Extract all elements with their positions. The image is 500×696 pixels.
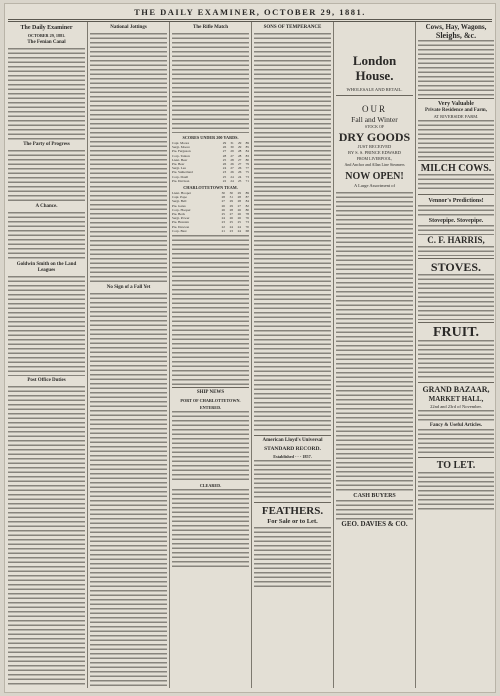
score-cell: 26 bbox=[237, 212, 241, 217]
ad-body bbox=[418, 246, 494, 256]
article-body bbox=[8, 386, 85, 686]
ad-body bbox=[418, 225, 494, 235]
ad-text: A Large Assortment of bbox=[353, 183, 396, 188]
competitor-name: Corp. Tanton bbox=[172, 153, 190, 158]
score-cell: 29 bbox=[237, 145, 242, 150]
article-body bbox=[8, 276, 85, 376]
score-cell: 89 bbox=[245, 191, 249, 196]
score-cell: 75 bbox=[245, 170, 249, 175]
article-heading: Goldwin Smith on the Land Leagues bbox=[16, 262, 77, 273]
masthead-rule-2 bbox=[8, 21, 492, 22]
ad-text: STOCK OF bbox=[364, 124, 385, 129]
score-cell: 27 bbox=[221, 199, 225, 204]
column-5 bbox=[336, 23, 413, 688]
masthead-rule bbox=[8, 19, 492, 20]
score-cell: 77 bbox=[245, 166, 249, 171]
score-cell: 26 bbox=[222, 162, 227, 167]
competitor-name: Sergt. Power bbox=[172, 216, 190, 221]
column-separator bbox=[415, 22, 416, 688]
ad-text: CASH BUYERS bbox=[353, 493, 396, 499]
article-body bbox=[8, 48, 85, 140]
score-cell: 30 bbox=[221, 191, 225, 196]
divider bbox=[418, 382, 494, 383]
ad-body bbox=[418, 205, 494, 217]
competitor-name: Sergt. Bell bbox=[172, 199, 187, 204]
score-cell: 21 bbox=[221, 228, 225, 233]
score-cell: 87 bbox=[245, 195, 249, 200]
ad-title: C. F. HARRIS, bbox=[427, 235, 485, 245]
ad-subtitle: WHOLESALE AND RETAIL. bbox=[346, 87, 403, 92]
score-cell: 82 bbox=[245, 203, 249, 208]
ad-title: Sleighs, &c. bbox=[435, 31, 477, 40]
score-cell: 22 bbox=[222, 178, 227, 183]
ad-title: Stovepipe. Stovepipe. bbox=[428, 218, 484, 224]
score-cell: 26 bbox=[237, 207, 241, 212]
ad-body bbox=[336, 500, 413, 520]
ad-title: London House. bbox=[352, 53, 397, 83]
score-row bbox=[172, 229, 249, 233]
ad-text: JUST RECEIVED bbox=[357, 144, 392, 149]
ad-title: MARKET HALL, bbox=[428, 395, 484, 403]
score-cell: 71 bbox=[245, 178, 249, 183]
score-cell: 84 bbox=[245, 149, 249, 154]
ad-body bbox=[418, 472, 494, 512]
masthead: THE DAILY EXAMINER, OCTOBER 29, 1881. bbox=[134, 7, 366, 17]
score-cell: 28 bbox=[237, 153, 242, 158]
column-separator bbox=[251, 22, 252, 688]
ad-body bbox=[254, 527, 331, 587]
score-cell: 29 bbox=[222, 141, 227, 145]
ad-subtitle: Fancy & Useful Articles. bbox=[429, 423, 483, 428]
article-heading: The Fenian Canal bbox=[27, 40, 66, 45]
score-cell: 26 bbox=[237, 170, 242, 175]
ad-signature: GEO. DAVIES & CO. bbox=[341, 520, 408, 528]
score-cell: 70 bbox=[245, 224, 249, 229]
score-cell: 84 bbox=[245, 199, 249, 204]
competitor-name: Sergt. Lea bbox=[172, 166, 186, 171]
score-cell: 27 bbox=[237, 157, 242, 162]
score-cell: 25 bbox=[237, 178, 242, 183]
score-cell: 28 bbox=[221, 195, 225, 200]
score-cell: 24 bbox=[222, 166, 227, 171]
score-row bbox=[172, 179, 249, 183]
score-cell: 28 bbox=[237, 199, 241, 204]
score-table bbox=[172, 141, 249, 183]
ship-list bbox=[172, 489, 249, 569]
score-cell: 76 bbox=[245, 216, 249, 221]
score-cell: 28 bbox=[237, 149, 242, 154]
score-table bbox=[172, 191, 249, 233]
score-cell: 26 bbox=[229, 216, 233, 221]
article-body bbox=[8, 212, 85, 260]
score-cell: 27 bbox=[230, 166, 234, 171]
ad-title: GRAND BAZAAR, bbox=[422, 385, 490, 394]
score-cell: 79 bbox=[245, 162, 249, 167]
article-heading: A Chance. bbox=[35, 204, 58, 209]
score-cell: 68 bbox=[245, 228, 249, 233]
score-cell: 23 bbox=[221, 220, 225, 225]
ad-body bbox=[418, 340, 494, 380]
score-cell: 73 bbox=[245, 220, 249, 225]
score-cell: 25 bbox=[222, 174, 227, 179]
ad-subheading: Established - - - 1857. bbox=[273, 454, 312, 459]
score-cell: 29 bbox=[237, 141, 242, 145]
score-cell: 80 bbox=[245, 207, 249, 212]
ad-heading: American Lloyd's Universal bbox=[262, 438, 323, 443]
score-cell: 27 bbox=[237, 162, 242, 167]
score-cell: 27 bbox=[237, 203, 241, 208]
article-body bbox=[254, 33, 331, 433]
competitor-name: Corp. Hooper bbox=[172, 207, 191, 212]
divider bbox=[254, 435, 331, 436]
competitor-name: Pte. Sutherland bbox=[172, 170, 193, 175]
score-cell: 78 bbox=[245, 212, 249, 217]
score-cell: 27 bbox=[230, 153, 234, 158]
competitor-name: Corp. Best bbox=[172, 228, 187, 233]
score-cell: 26 bbox=[221, 203, 225, 208]
score-cell: 25 bbox=[221, 212, 225, 217]
score-cell: 29 bbox=[237, 191, 241, 196]
score-cell: 26 bbox=[230, 162, 234, 167]
score-cell: 30 bbox=[229, 191, 233, 196]
section-heading: SHIP NEWS bbox=[196, 390, 225, 396]
ad-title: TO LET. bbox=[436, 460, 476, 471]
ad-text: NOW OPEN! bbox=[345, 171, 404, 182]
divider bbox=[418, 194, 494, 195]
score-cell: 26 bbox=[237, 216, 241, 221]
score-cell: 26 bbox=[221, 207, 225, 212]
ad-body bbox=[418, 429, 494, 455]
score-cell: 24 bbox=[230, 174, 234, 179]
score-cell: 89 bbox=[245, 141, 249, 145]
score-cell: 24 bbox=[237, 224, 241, 229]
divider bbox=[418, 160, 494, 161]
score-cell: 27 bbox=[222, 149, 227, 154]
article-body bbox=[8, 150, 85, 202]
article-heading: SONS OF TEMPERANCE bbox=[263, 25, 322, 30]
competitor-name: Pte. Hessian bbox=[172, 220, 189, 225]
ad-title: MILCH COWS. bbox=[420, 163, 492, 174]
score-cell: 23 bbox=[222, 170, 227, 175]
score-cell: 23 bbox=[229, 228, 233, 233]
score-cell: 25 bbox=[222, 157, 227, 162]
ad-body bbox=[418, 174, 494, 192]
column-separator bbox=[333, 22, 334, 688]
score-cell: 31 bbox=[230, 141, 234, 145]
ad-text: Fall and Winter bbox=[351, 115, 398, 124]
competitor-name: Pte. Gates bbox=[172, 203, 186, 208]
score-cell: 29 bbox=[230, 149, 234, 154]
competitor-name: Pte. Davison bbox=[172, 178, 190, 183]
score-cell: 28 bbox=[230, 157, 234, 162]
ad-subtitle: AT RIVERSIDE FARM. bbox=[433, 114, 479, 119]
score-cell: 28 bbox=[222, 153, 227, 158]
article-heading: No Sign of a Fall Yet bbox=[106, 285, 151, 290]
ad-body bbox=[254, 460, 331, 500]
score-cell: 24 bbox=[230, 178, 234, 183]
divider bbox=[336, 95, 413, 96]
competitor-name: Lieut. Beer bbox=[172, 157, 188, 162]
ad-title: Very Valuable bbox=[438, 101, 474, 107]
score-cell: 83 bbox=[245, 153, 249, 158]
column-3 bbox=[172, 23, 249, 688]
score-cell: 29 bbox=[229, 203, 233, 208]
newspaper-page bbox=[4, 3, 496, 693]
article-body bbox=[90, 33, 167, 283]
competitor-name: Sergt. Moore bbox=[172, 145, 190, 150]
score-cell: 22 bbox=[221, 224, 225, 229]
competitor-name: Pte. Ferguson bbox=[172, 149, 191, 154]
score-cell: 27 bbox=[229, 212, 233, 217]
ad-list bbox=[336, 192, 413, 492]
divider bbox=[418, 258, 494, 259]
divider bbox=[254, 502, 331, 503]
ad-title: FRUIT. bbox=[432, 325, 480, 340]
competitor-name: Pte. Dawson bbox=[172, 224, 190, 229]
article-body bbox=[172, 235, 249, 385]
score-cell: 26 bbox=[230, 170, 234, 175]
ship-list bbox=[172, 411, 249, 481]
score-cell: 28 bbox=[229, 207, 233, 212]
article-heading: The Rifle Match bbox=[193, 25, 228, 30]
column-6 bbox=[418, 23, 494, 688]
competitor-name: Corp. Doull bbox=[172, 174, 189, 179]
score-cell: 25 bbox=[237, 220, 241, 225]
ad-title: Cows, Hay, Wagons, bbox=[425, 23, 487, 31]
ad-text: BY S. S. PRINCE EDWARD bbox=[347, 150, 402, 155]
score-cell: 29 bbox=[229, 199, 233, 204]
ad-body bbox=[418, 410, 494, 422]
competitor-name: Lieut. Hooper bbox=[172, 191, 192, 196]
divider bbox=[172, 387, 249, 388]
article-heading: The Party of Progress bbox=[23, 142, 70, 147]
ad-text: DRY GOODS bbox=[338, 130, 411, 144]
date-line: OCTOBER 29, 1881. bbox=[27, 33, 66, 38]
competitor-name: Pte. Beck bbox=[172, 212, 185, 217]
article-body bbox=[90, 293, 167, 688]
ad-text: And Anchor and Allan Line Steamers bbox=[344, 162, 405, 167]
column-1 bbox=[8, 23, 85, 688]
competitor-name: Capt. Moore bbox=[172, 141, 190, 145]
ad-text: FROM LIVERPOOL, bbox=[356, 156, 393, 161]
divider bbox=[418, 457, 494, 458]
score-cell: 24 bbox=[237, 174, 242, 179]
section-subheading: ENTERED. bbox=[199, 405, 222, 411]
column-4 bbox=[254, 23, 331, 688]
ad-text: OUR bbox=[361, 104, 387, 114]
ad-body bbox=[418, 120, 494, 158]
score-cell: 24 bbox=[237, 228, 241, 233]
divider bbox=[418, 98, 494, 99]
score-cell: 31 bbox=[229, 195, 233, 200]
section-subheading: PORT OF CHARLOTTETOWN. bbox=[180, 398, 241, 404]
score-cell: 28 bbox=[237, 195, 241, 200]
column-separator bbox=[169, 22, 170, 688]
ad-heading: FEATHERS. bbox=[261, 505, 324, 517]
ad-title: Private Residence and Farm, bbox=[425, 108, 487, 113]
competitor-name: Pte. Beer bbox=[172, 162, 185, 167]
score-cell: 73 bbox=[245, 174, 249, 179]
ad-subtitle: 22nd and 23rd of November. bbox=[430, 404, 482, 409]
column-2 bbox=[90, 23, 167, 688]
paper-name: The Daily Examiner bbox=[20, 25, 73, 31]
score-cell: 85 bbox=[245, 145, 249, 150]
score-cell: 80 bbox=[245, 157, 249, 162]
score-cell: 25 bbox=[229, 220, 233, 225]
ad-body bbox=[418, 40, 494, 96]
article-body bbox=[172, 33, 249, 133]
score-cell: 24 bbox=[229, 224, 233, 229]
ad-body bbox=[418, 274, 494, 320]
ad-title: STOVES. bbox=[430, 260, 482, 274]
divider bbox=[418, 322, 494, 323]
column-separator bbox=[87, 22, 88, 688]
section-subheading: CLEARED. bbox=[199, 483, 222, 489]
article-heading: Post Office Duties bbox=[27, 378, 66, 383]
score-cell: 26 bbox=[237, 166, 242, 171]
ad-subheading: For Sale or to Let. bbox=[267, 518, 318, 525]
score-cell: 30 bbox=[230, 145, 234, 150]
table-title: CHARLOTTETOWN TEAM. bbox=[183, 185, 238, 191]
competitor-name: Capt. Pope bbox=[172, 195, 187, 200]
ad-title: Vennor's Predictions! bbox=[428, 198, 484, 204]
ad-heading: STANDARD RECORD. bbox=[264, 446, 321, 452]
score-cell: 26 bbox=[222, 145, 227, 150]
score-cell: 24 bbox=[221, 216, 225, 221]
table-title: SCORES UNDER 200 YARDS. bbox=[182, 135, 239, 140]
article-heading: National Jottings bbox=[110, 25, 147, 30]
